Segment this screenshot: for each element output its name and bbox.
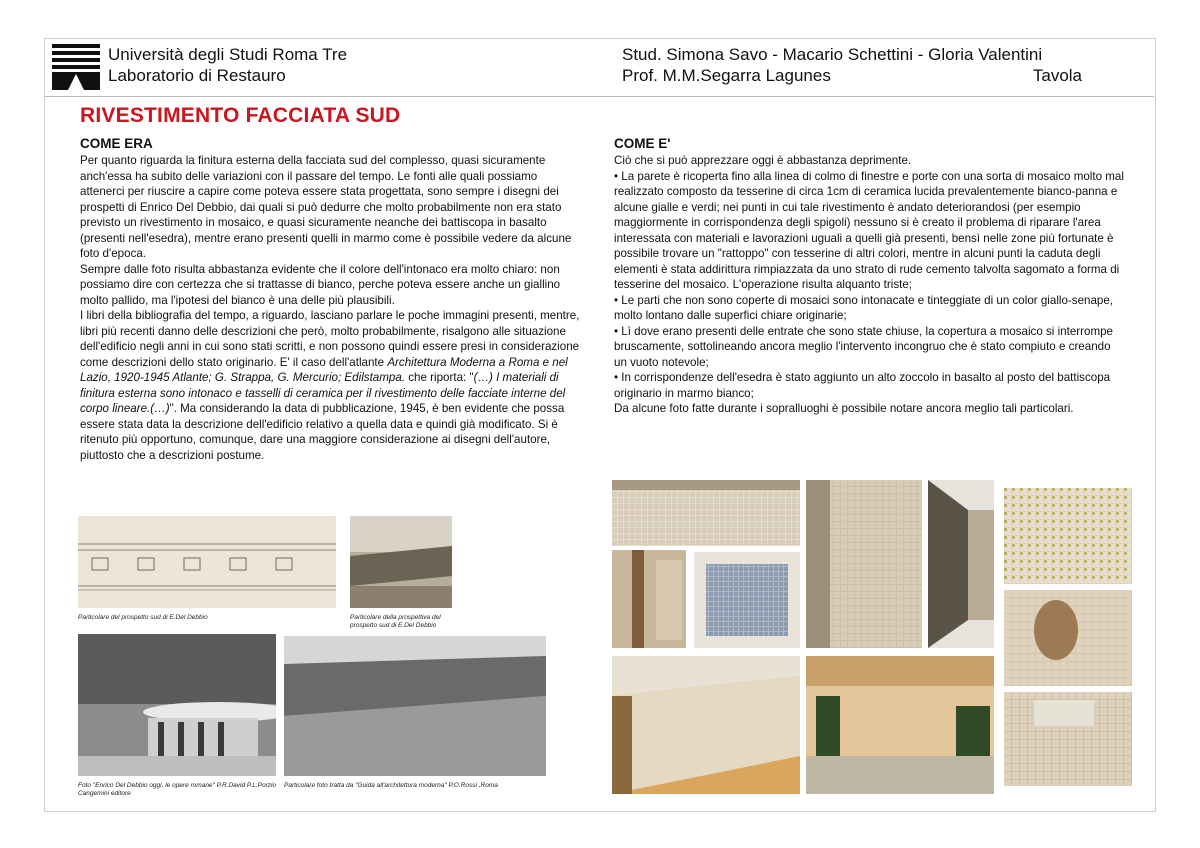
caption-esedra-photo: Foto "Enrico Del Debbio oggi, le opere romane" P.R.David P.L.Porzio Cangemini editore — [78, 782, 277, 797]
students-line: Stud. Simona Savo - Macario Schettini - Gloria Valentini — [622, 45, 1043, 64]
p3-part-b: che riporta: " — [405, 371, 474, 384]
p3-quote: (…) I materiali di finitura esterna sono intonaco e tasselli di ceramica per il rivestimento delle facciate interne del corpo lineare.(…) — [80, 371, 566, 415]
facade-historic-photo — [284, 636, 546, 776]
mosaic-wall-photo-1 — [612, 480, 800, 546]
heading-come-era: COME ERA — [80, 136, 153, 151]
portico-mustard-photo — [612, 656, 800, 794]
authors-block — [622, 44, 1082, 86]
come-e-bullet-2: • Le parti che non sono coperte di mosaici sono intonacate e tinteggiate di un color giallo-senape, molto lontano dalle superfici chiare originarie; — [614, 293, 1114, 322]
lab-name: Laboratorio di Restauro — [108, 66, 286, 85]
mosaic-detail-photo-2 — [1004, 692, 1132, 786]
page-title: RIVESTIMENTO FACCIATA SUD — [80, 104, 401, 127]
courtyard-photo — [806, 656, 994, 794]
mosaic-window-photo — [694, 552, 800, 648]
caption-guida-photo: Particolare foto tratta da "Guida all'architettura moderna" P.O.Rossi ,Roma — [284, 782, 498, 789]
come-e-intro: Ciò che si può apprezzare oggi è abbastanza deprimente. — [614, 154, 912, 167]
prospetto-drawing-image — [78, 516, 336, 608]
come-e-closing: Da alcune foto fatte durante i sopralluoghi è possibile notare ancora meglio tali particolari. — [614, 402, 1074, 415]
come-era-paragraph-2: Sempre dalle foto risulta abbastanza evidente che il colore dell'intonaco era molto chiaro: non possiamo dire con certezza che si trattasse di bianco, perche poteva essere anche un giallino molto pallido, ma l'ipotesi del bianco è una delle più plausibili. — [80, 262, 561, 307]
portico-corridor-photo — [928, 480, 994, 648]
p3-part-a: I libri della bibliografia del tempo, a riguardo, lasciano parlare le poche immagini presenti, mentre, libri più recenti danno delle descrizioni che però, molto probabilmente, risalgono alle situazione dell'edificio negli anni in cui sono stati scritti, e non possono quindi essere presi in considerazione come descrizioni dello stato originario. E' il caso dell'atlante — [80, 309, 580, 369]
come-e-bullet-1: • La parete è ricoperta fino alla linea di colmo di finestre e porte con una sorta di mosaico molto mal realizzato composto da tesserine di circa 1cm di ceramica lucida prevalentemente bianco-panna e alcune gialle e verdi; nei punti in cui tale rivestimento è andato deteriorandosi (per esempio maggiormente in corrispondenza degli spigoli) nessuno si è creato il problema di riparare l'area interessata con materiali e lavorazioni uguali a quelli già presenti, bensì nelle zone più fortunate è possibile trovare un "rattoppo" con tesserine di altri colori, mentre in alcuni punti la caduta degli elementi è stata addirittura rimpiazzata da uno strato di rude cemento talvolta sagomato a forma di tesserine del mosaico. L'operazione risulta alquanto triste; — [614, 169, 1124, 291]
p3-citation: Architettura Moderna a Roma e nel Lazio, 1920-1945 Atlante; G. Strappa, G. Mercurio; Edilstampa. — [80, 355, 568, 384]
esedra-historic-photo — [78, 634, 276, 776]
mosaic-corner-photo — [612, 550, 686, 648]
tavola-label: Tavola — [1032, 66, 1082, 85]
come-e-bullet-3: • Lì dove erano presenti delle entrate che sono state chiuse, la copertura a mosaico si interrompe bruscamente, sottolineando ancora meglio l'intervento incongruo che è stato compiuto e creando un vuoto notevole; — [614, 324, 1114, 369]
institution-block — [108, 44, 347, 86]
come-era-paragraph-3 — [80, 308, 580, 463]
professor-line: Prof. M.M.Segarra Lagunes — [622, 66, 831, 85]
come-era-text — [80, 153, 580, 463]
institution-name: Università degli Studi Roma Tre — [108, 45, 348, 64]
mosaic-pillar-photo — [806, 480, 922, 648]
come-e-bullet-4: • In corrispondenze dell'esedra è stato aggiunto un alto zoccolo in basalto al posto del battiscopa originario in marmo bianco; — [614, 371, 1111, 400]
caption-prospetto: Particolare del prospetto sud di E.Del Debbio — [78, 614, 208, 621]
mosaic-damage-photo — [1004, 590, 1132, 686]
prospettiva-photo-image — [350, 516, 452, 608]
caption-prospettiva: Particolare della prospettiva del prospetto sud di E.Del Debbio — [350, 614, 441, 629]
come-era-paragraph-1: Per quanto riguarda la finitura esterna della facciata sud del complesso, quasi sicuramente anch'essa ha subito delle variazioni con il passare del tempo. Le fonti alle quali possiamo attenerci per riuscire a capire come poteva essere stata progettata, sono sempre i disegni dei prospetti di Enrico Del Debbio, dai quali si può dedurre che molto probabilmente non era stato previsto un rivestimento in mosaico, e quasi sicuramente neanche dei battiscopa in basalto (presenti nell'esedra), mentre erano presenti quelli in marmo come è possibile vedere da alcune foto d'epoca. — [80, 154, 572, 260]
p3-part-c: ". Ma considerando la data di pubblicazione, 1945, è ben evidente che possa essere stata data la descrizione dell'edificio relativo a quella data e quindi già modificato. Si è ritenuto più opportuno, comunque, dare una maggiore considerazione ai disegni dell'autore, piuttosto che a descrizioni postume. — [80, 402, 565, 462]
university-logo — [52, 44, 100, 90]
header-divider — [44, 96, 1154, 97]
mosaic-detail-photo-1 — [1004, 488, 1132, 584]
heading-come-e: COME E' — [614, 136, 671, 151]
come-e-text — [614, 153, 1126, 417]
